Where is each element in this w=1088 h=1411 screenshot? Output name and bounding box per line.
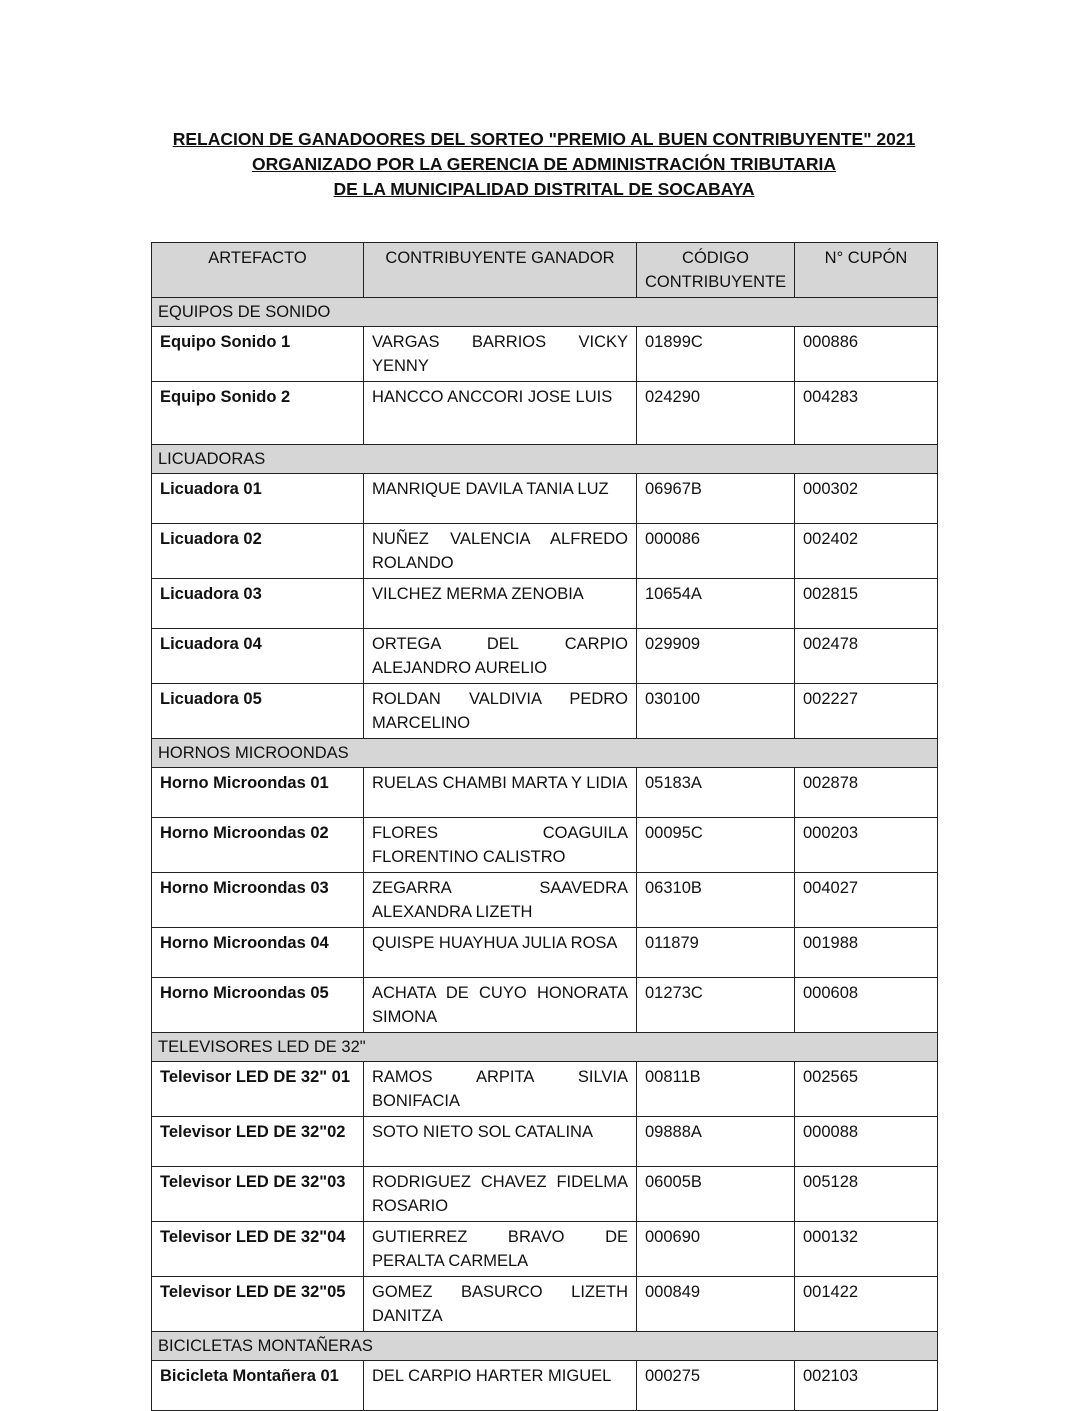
table-row: [152, 524, 938, 579]
category-label: LICUADORAS: [152, 445, 938, 474]
category-label: EQUIPOS DE SONIDO: [152, 298, 938, 327]
item-cell: Horno Microondas 03: [152, 873, 364, 928]
table-row: [152, 327, 938, 382]
title-line-3: DE LA MUNICIPALIDAD DISTRITAL DE SOCABAYA: [333, 179, 755, 199]
item-cell: Licuadora 01: [152, 474, 364, 524]
coupon-cell: 002478: [795, 629, 938, 684]
table-row: [152, 474, 938, 524]
coupon-cell: 000132: [795, 1222, 938, 1277]
table-row: [152, 1117, 938, 1167]
winner-cell: ORTEGA DEL CARPIO ALEJANDRO AURELIO: [364, 629, 637, 684]
category-row: [152, 1033, 938, 1062]
code-cell: 000275: [637, 1361, 795, 1411]
winner-cell: SOTO NIETO SOL CATALINA: [364, 1117, 637, 1167]
winner-cell: GOMEZ BASURCO LIZETH DANITZA: [364, 1277, 637, 1332]
item-cell: Licuadora 02: [152, 524, 364, 579]
item-cell: Televisor LED DE 32"05: [152, 1277, 364, 1332]
winner-cell: RODRIGUEZ CHAVEZ FIDELMA ROSARIO: [364, 1167, 637, 1222]
winner-cell: VILCHEZ MERMA ZENOBIA: [364, 579, 637, 629]
coupon-cell: 002103: [795, 1361, 938, 1411]
category-label: BICICLETAS MONTAÑERAS: [152, 1332, 938, 1361]
coupon-cell: 002402: [795, 524, 938, 579]
table-header-row: [152, 243, 938, 298]
table-row: [152, 978, 938, 1033]
winners-table: [151, 242, 938, 1411]
code-cell: 01273C: [637, 978, 795, 1033]
winner-cell: DEL CARPIO HARTER MIGUEL: [364, 1361, 637, 1411]
winner-cell: ROLDAN VALDIVIA PEDRO MARCELINO: [364, 684, 637, 739]
table-row: [152, 1277, 938, 1332]
document-title: [0, 127, 1088, 202]
code-cell: 06005B: [637, 1167, 795, 1222]
code-cell: 06967B: [637, 474, 795, 524]
table-row: [152, 629, 938, 684]
winner-cell: RAMOS ARPITA SILVIA BONIFACIA: [364, 1062, 637, 1117]
item-cell: Televisor LED DE 32"04: [152, 1222, 364, 1277]
winner-cell: VARGAS BARRIOS VICKY YENNY: [364, 327, 637, 382]
title-line-1: RELACION DE GANADOORES DEL SORTEO "PREMIO AL BUEN CONTRIBUYENTE" 2021: [172, 129, 916, 149]
table-row: [152, 1167, 938, 1222]
header-artefacto: ARTEFACTO: [152, 243, 364, 298]
code-cell: 024290: [637, 382, 795, 445]
code-cell: 030100: [637, 684, 795, 739]
table-row: [152, 1222, 938, 1277]
table-row: [152, 1361, 938, 1411]
item-cell: Equipo Sonido 2: [152, 382, 364, 445]
winner-cell: HANCCO ANCCORI JOSE LUIS: [364, 382, 637, 445]
item-cell: Horno Microondas 05: [152, 978, 364, 1033]
item-cell: Horno Microondas 02: [152, 818, 364, 873]
winner-cell: FLORES COAGUILA FLORENTINO CALISTRO: [364, 818, 637, 873]
code-cell: 029909: [637, 629, 795, 684]
category-row: [152, 1332, 938, 1361]
item-cell: Televisor LED DE 32"03: [152, 1167, 364, 1222]
coupon-cell: 004283: [795, 382, 938, 445]
code-cell: 00811B: [637, 1062, 795, 1117]
code-cell: 000690: [637, 1222, 795, 1277]
code-cell: 000849: [637, 1277, 795, 1332]
item-cell: Licuadora 04: [152, 629, 364, 684]
table-row: [152, 928, 938, 978]
code-cell: 000086: [637, 524, 795, 579]
table-row: [152, 768, 938, 818]
coupon-cell: 000302: [795, 474, 938, 524]
table-row: [152, 684, 938, 739]
title-line-2: ORGANIZADO POR LA GERENCIA DE ADMINISTRACIÓN TRIBUTARIA: [252, 154, 836, 174]
item-cell: Televisor LED DE 32"02: [152, 1117, 364, 1167]
winner-cell: ACHATA DE CUYO HONORATA SIMONA: [364, 978, 637, 1033]
coupon-cell: 001988: [795, 928, 938, 978]
table-row: [152, 382, 938, 445]
coupon-cell: 000608: [795, 978, 938, 1033]
category-row: [152, 445, 938, 474]
winner-cell: MANRIQUE DAVILA TANIA LUZ: [364, 474, 637, 524]
winner-cell: QUISPE HUAYHUA JULIA ROSA: [364, 928, 637, 978]
winner-cell: RUELAS CHAMBI MARTA Y LIDIA: [364, 768, 637, 818]
category-label: TELEVISORES LED DE 32": [152, 1033, 938, 1062]
item-cell: Horno Microondas 04: [152, 928, 364, 978]
item-cell: Horno Microondas 01: [152, 768, 364, 818]
table-row: [152, 818, 938, 873]
winner-cell: NUÑEZ VALENCIA ALFREDO ROLANDO: [364, 524, 637, 579]
winner-cell: ZEGARRA SAAVEDRA ALEXANDRA LIZETH: [364, 873, 637, 928]
code-cell: 01899C: [637, 327, 795, 382]
item-cell: Licuadora 05: [152, 684, 364, 739]
item-cell: Licuadora 03: [152, 579, 364, 629]
header-codigo: CÓDIGO CONTRIBUYENTE: [637, 243, 795, 298]
code-cell: 011879: [637, 928, 795, 978]
code-cell: 06310B: [637, 873, 795, 928]
coupon-cell: 005128: [795, 1167, 938, 1222]
table-row: [152, 579, 938, 629]
coupon-cell: 002227: [795, 684, 938, 739]
coupon-cell: 000088: [795, 1117, 938, 1167]
coupon-cell: 002815: [795, 579, 938, 629]
table-body: [152, 298, 938, 1411]
category-row: [152, 298, 938, 327]
coupon-cell: 001422: [795, 1277, 938, 1332]
code-cell: 09888A: [637, 1117, 795, 1167]
code-cell: 05183A: [637, 768, 795, 818]
item-cell: Televisor LED DE 32" 01: [152, 1062, 364, 1117]
coupon-cell: 004027: [795, 873, 938, 928]
coupon-cell: 000886: [795, 327, 938, 382]
coupon-cell: 002878: [795, 768, 938, 818]
category-label: HORNOS MICROONDAS: [152, 739, 938, 768]
header-contribuyente: CONTRIBUYENTE GANADOR: [364, 243, 637, 298]
item-cell: Equipo Sonido 1: [152, 327, 364, 382]
table-row: [152, 873, 938, 928]
table-row: [152, 1062, 938, 1117]
header-cupon: N° CUPÓN: [795, 243, 938, 298]
coupon-cell: 000203: [795, 818, 938, 873]
winner-cell: GUTIERREZ BRAVO DE PERALTA CARMELA: [364, 1222, 637, 1277]
item-cell: Bicicleta Montañera 01: [152, 1361, 364, 1411]
code-cell: 10654A: [637, 579, 795, 629]
coupon-cell: 002565: [795, 1062, 938, 1117]
code-cell: 00095C: [637, 818, 795, 873]
category-row: [152, 739, 938, 768]
